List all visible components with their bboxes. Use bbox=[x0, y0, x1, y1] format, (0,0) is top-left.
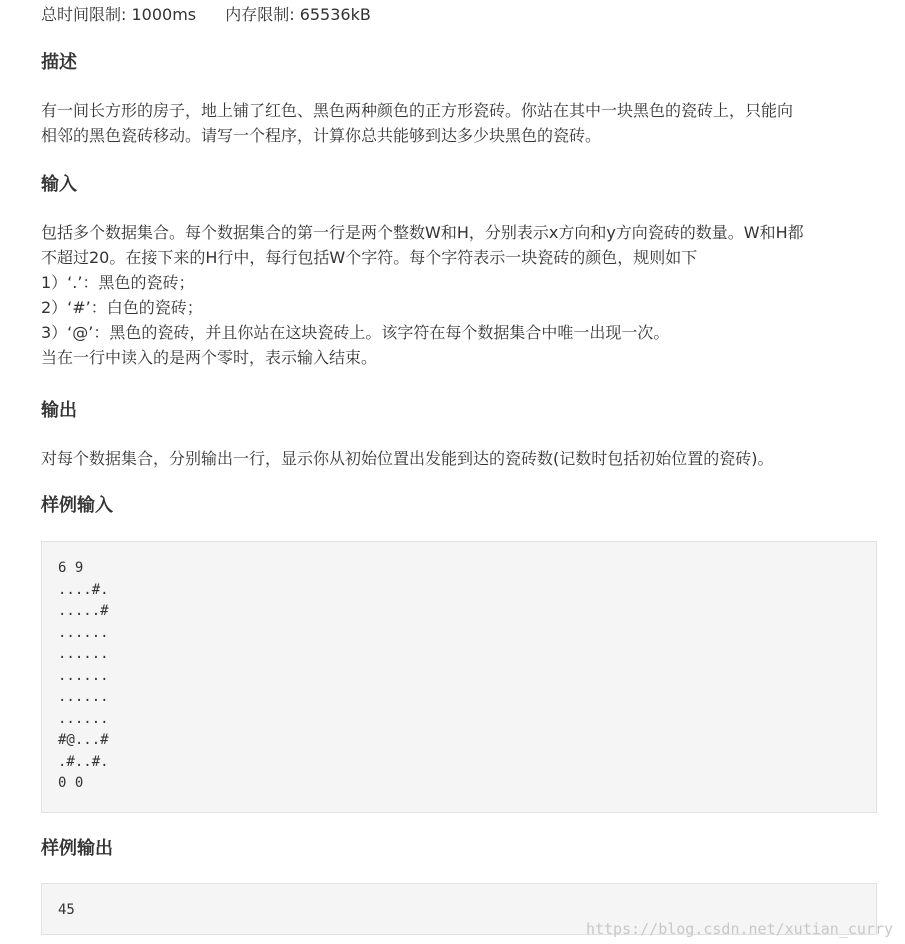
input-line: 2）‘#’：白色的瓷砖； bbox=[41, 298, 203, 317]
input-heading: 输入 bbox=[41, 174, 77, 195]
sample-input-code: 6 9 ....#. .....# ...... ...... ...... ...... ...... #@...# .#..#. 0 0 bbox=[58, 560, 109, 791]
input-text bbox=[41, 220, 881, 370]
input-line: 不超过20。在接下来的H行中，每行包括W个字符。每个字符表示一块瓷砖的颜色，规则如下 bbox=[41, 248, 698, 267]
memory-limit: 内存限制: 65536kB bbox=[225, 5, 371, 24]
input-line: 1）‘.’：黑色的瓷砖； bbox=[41, 273, 195, 292]
description-line: 有一间长方形的房子，地上铺了红色、黑色两种颜色的正方形瓷砖。你站在其中一块黑色的瓷砖上，只能向 bbox=[41, 101, 794, 120]
sample-input-box bbox=[41, 541, 877, 813]
description-heading: 描述 bbox=[41, 52, 77, 73]
sample-output-heading: 样例输出 bbox=[41, 838, 113, 859]
time-limit: 总时间限制: 1000ms bbox=[41, 5, 197, 24]
limits-bar bbox=[41, 4, 395, 26]
output-heading: 输出 bbox=[41, 400, 77, 421]
output-line: 对每个数据集合，分别输出一行，显示你从初始位置出发能到达的瓷砖数(记数时包括初始位置的瓷砖)。 bbox=[41, 449, 774, 468]
sample-output-code: 45 bbox=[58, 902, 75, 918]
description-text bbox=[41, 98, 881, 148]
input-line: 包括多个数据集合。每个数据集合的第一行是两个整数W和H，分别表示x方向和y方向瓷砖的数量。W和H都 bbox=[41, 223, 804, 242]
description-line: 相邻的黑色瓷砖移动。请写一个程序，计算你总共能够到达多少块黑色的瓷砖。 bbox=[41, 126, 602, 145]
watermark-url: https://blog.csdn.net/xutian_curry bbox=[585, 920, 893, 938]
sample-input-heading: 样例输入 bbox=[41, 495, 113, 516]
input-line: 3）‘@’：黑色的瓷砖，并且你站在这块瓷砖上。该字符在每个数据集合中唯一出现一次。 bbox=[41, 323, 670, 342]
output-text bbox=[41, 446, 881, 471]
input-line: 当在一行中读入的是两个零时，表示输入结束。 bbox=[41, 348, 378, 367]
